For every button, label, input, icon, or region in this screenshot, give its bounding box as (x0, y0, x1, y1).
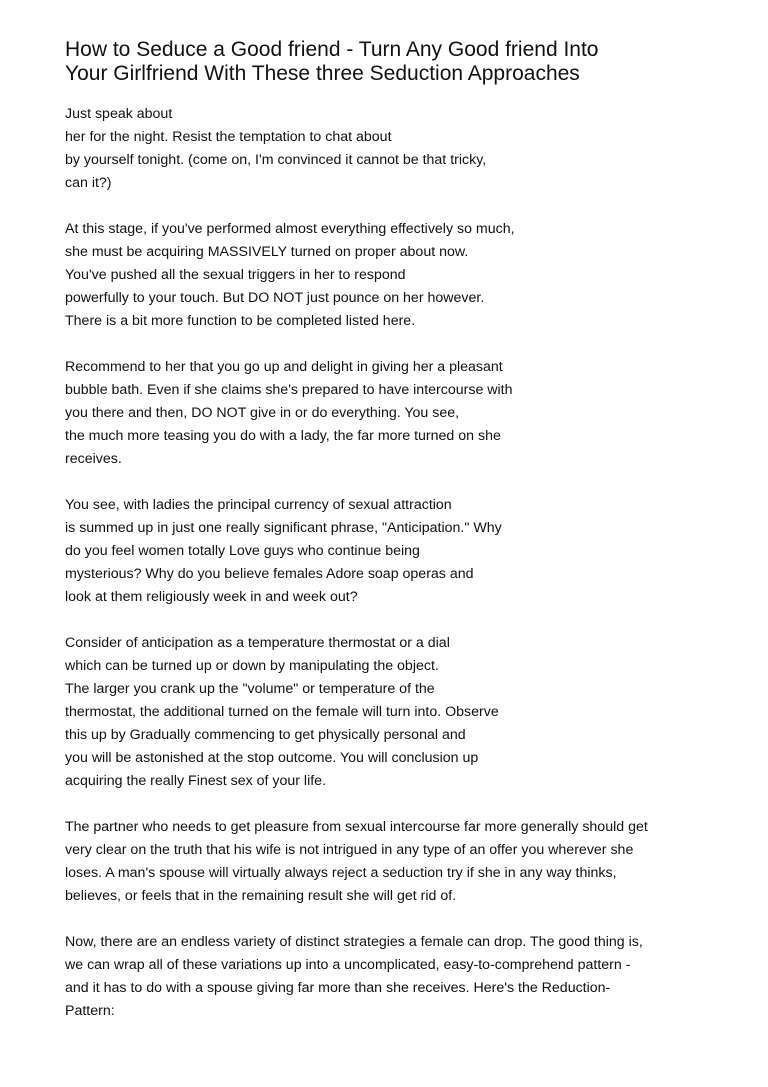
title-line: Your Girlfriend With These three Seduction Approaches (65, 62, 580, 85)
paragraph (65, 218, 725, 333)
text-line: do you feel women totally Love guys who continue being (65, 543, 420, 559)
text-line: look at them religiously week in and week out? (65, 589, 358, 605)
text-line: loses. A man's spouse will virtually always reject a seduction try if she in any way thinks, (65, 865, 617, 881)
paragraph (65, 356, 725, 471)
document-body (65, 103, 725, 1023)
text-line: You see, with ladies the principal currency of sexual attraction (65, 497, 452, 513)
text-line: by yourself tonight. (come on, I'm convinced it cannot be that tricky, (65, 152, 487, 168)
text-line: receives. (65, 451, 122, 467)
text-line: mysterious? Why do you believe females Adore soap operas and (65, 566, 474, 582)
page-title (65, 38, 725, 86)
paragraph (65, 632, 725, 793)
paragraph (65, 494, 725, 609)
text-line: You've pushed all the sexual triggers in her to respond (65, 267, 406, 283)
text-line: thermostat, the additional turned on the female will turn into. Observe (65, 704, 499, 720)
text-line: bubble bath. Even if she claims she's prepared to have intercourse with (65, 382, 513, 398)
text-line: Just speak about (65, 106, 173, 122)
text-line: you there and then, DO NOT give in or do everything. You see, (65, 405, 460, 421)
text-line: she must be acquiring MASSIVELY turned on proper about now. (65, 244, 469, 260)
text-line: the much more teasing you do with a lady, the far more turned on she (65, 428, 501, 444)
text-line: and it has to do with a spouse giving far more than she receives. Here's the Reduction- (65, 980, 611, 996)
text-line: powerfully to your touch. But DO NOT just pounce on her however. (65, 290, 485, 306)
text-line: believes, or feels that in the remaining result she will get rid of. (65, 888, 457, 904)
text-line: this up by Gradually commencing to get physically personal and (65, 727, 466, 743)
text-line: There is a bit more function to be completed listed here. (65, 313, 416, 329)
text-line: her for the night. Resist the temptation to chat about (65, 129, 392, 145)
text-line: Pattern: (65, 1003, 115, 1019)
document-page (65, 38, 725, 1046)
paragraph (65, 816, 725, 908)
text-line: The partner who needs to get pleasure from sexual intercourse far more generally should get (65, 819, 648, 835)
text-line: we can wrap all of these variations up into a uncomplicated, easy-to-comprehend pattern - (65, 957, 631, 973)
text-line: Now, there are an endless variety of distinct strategies a female can drop. The good thing is, (65, 934, 643, 950)
text-line: very clear on the truth that his wife is not intrigued in any type of an offer you wherever she (65, 842, 634, 858)
text-line: you will be astonished at the stop outcome. You will conclusion up (65, 750, 479, 766)
text-line: which can be turned up or down by manipulating the object. (65, 658, 439, 674)
text-line: is summed up in just one really significant phrase, "Anticipation." Why (65, 520, 502, 536)
title-line: How to Seduce a Good friend - Turn Any Good friend Into (65, 38, 599, 61)
text-line: acquiring the really Finest sex of your life. (65, 773, 327, 789)
text-line: Consider of anticipation as a temperature thermostat or a dial (65, 635, 450, 651)
text-line: The larger you crank up the "volume" or temperature of the (65, 681, 435, 697)
text-line: At this stage, if you've performed almost everything effectively so much, (65, 221, 515, 237)
text-line: can it?) (65, 175, 112, 191)
text-line: Recommend to her that you go up and delight in giving her a pleasant (65, 359, 503, 375)
paragraph (65, 931, 725, 1023)
paragraph (65, 103, 725, 195)
